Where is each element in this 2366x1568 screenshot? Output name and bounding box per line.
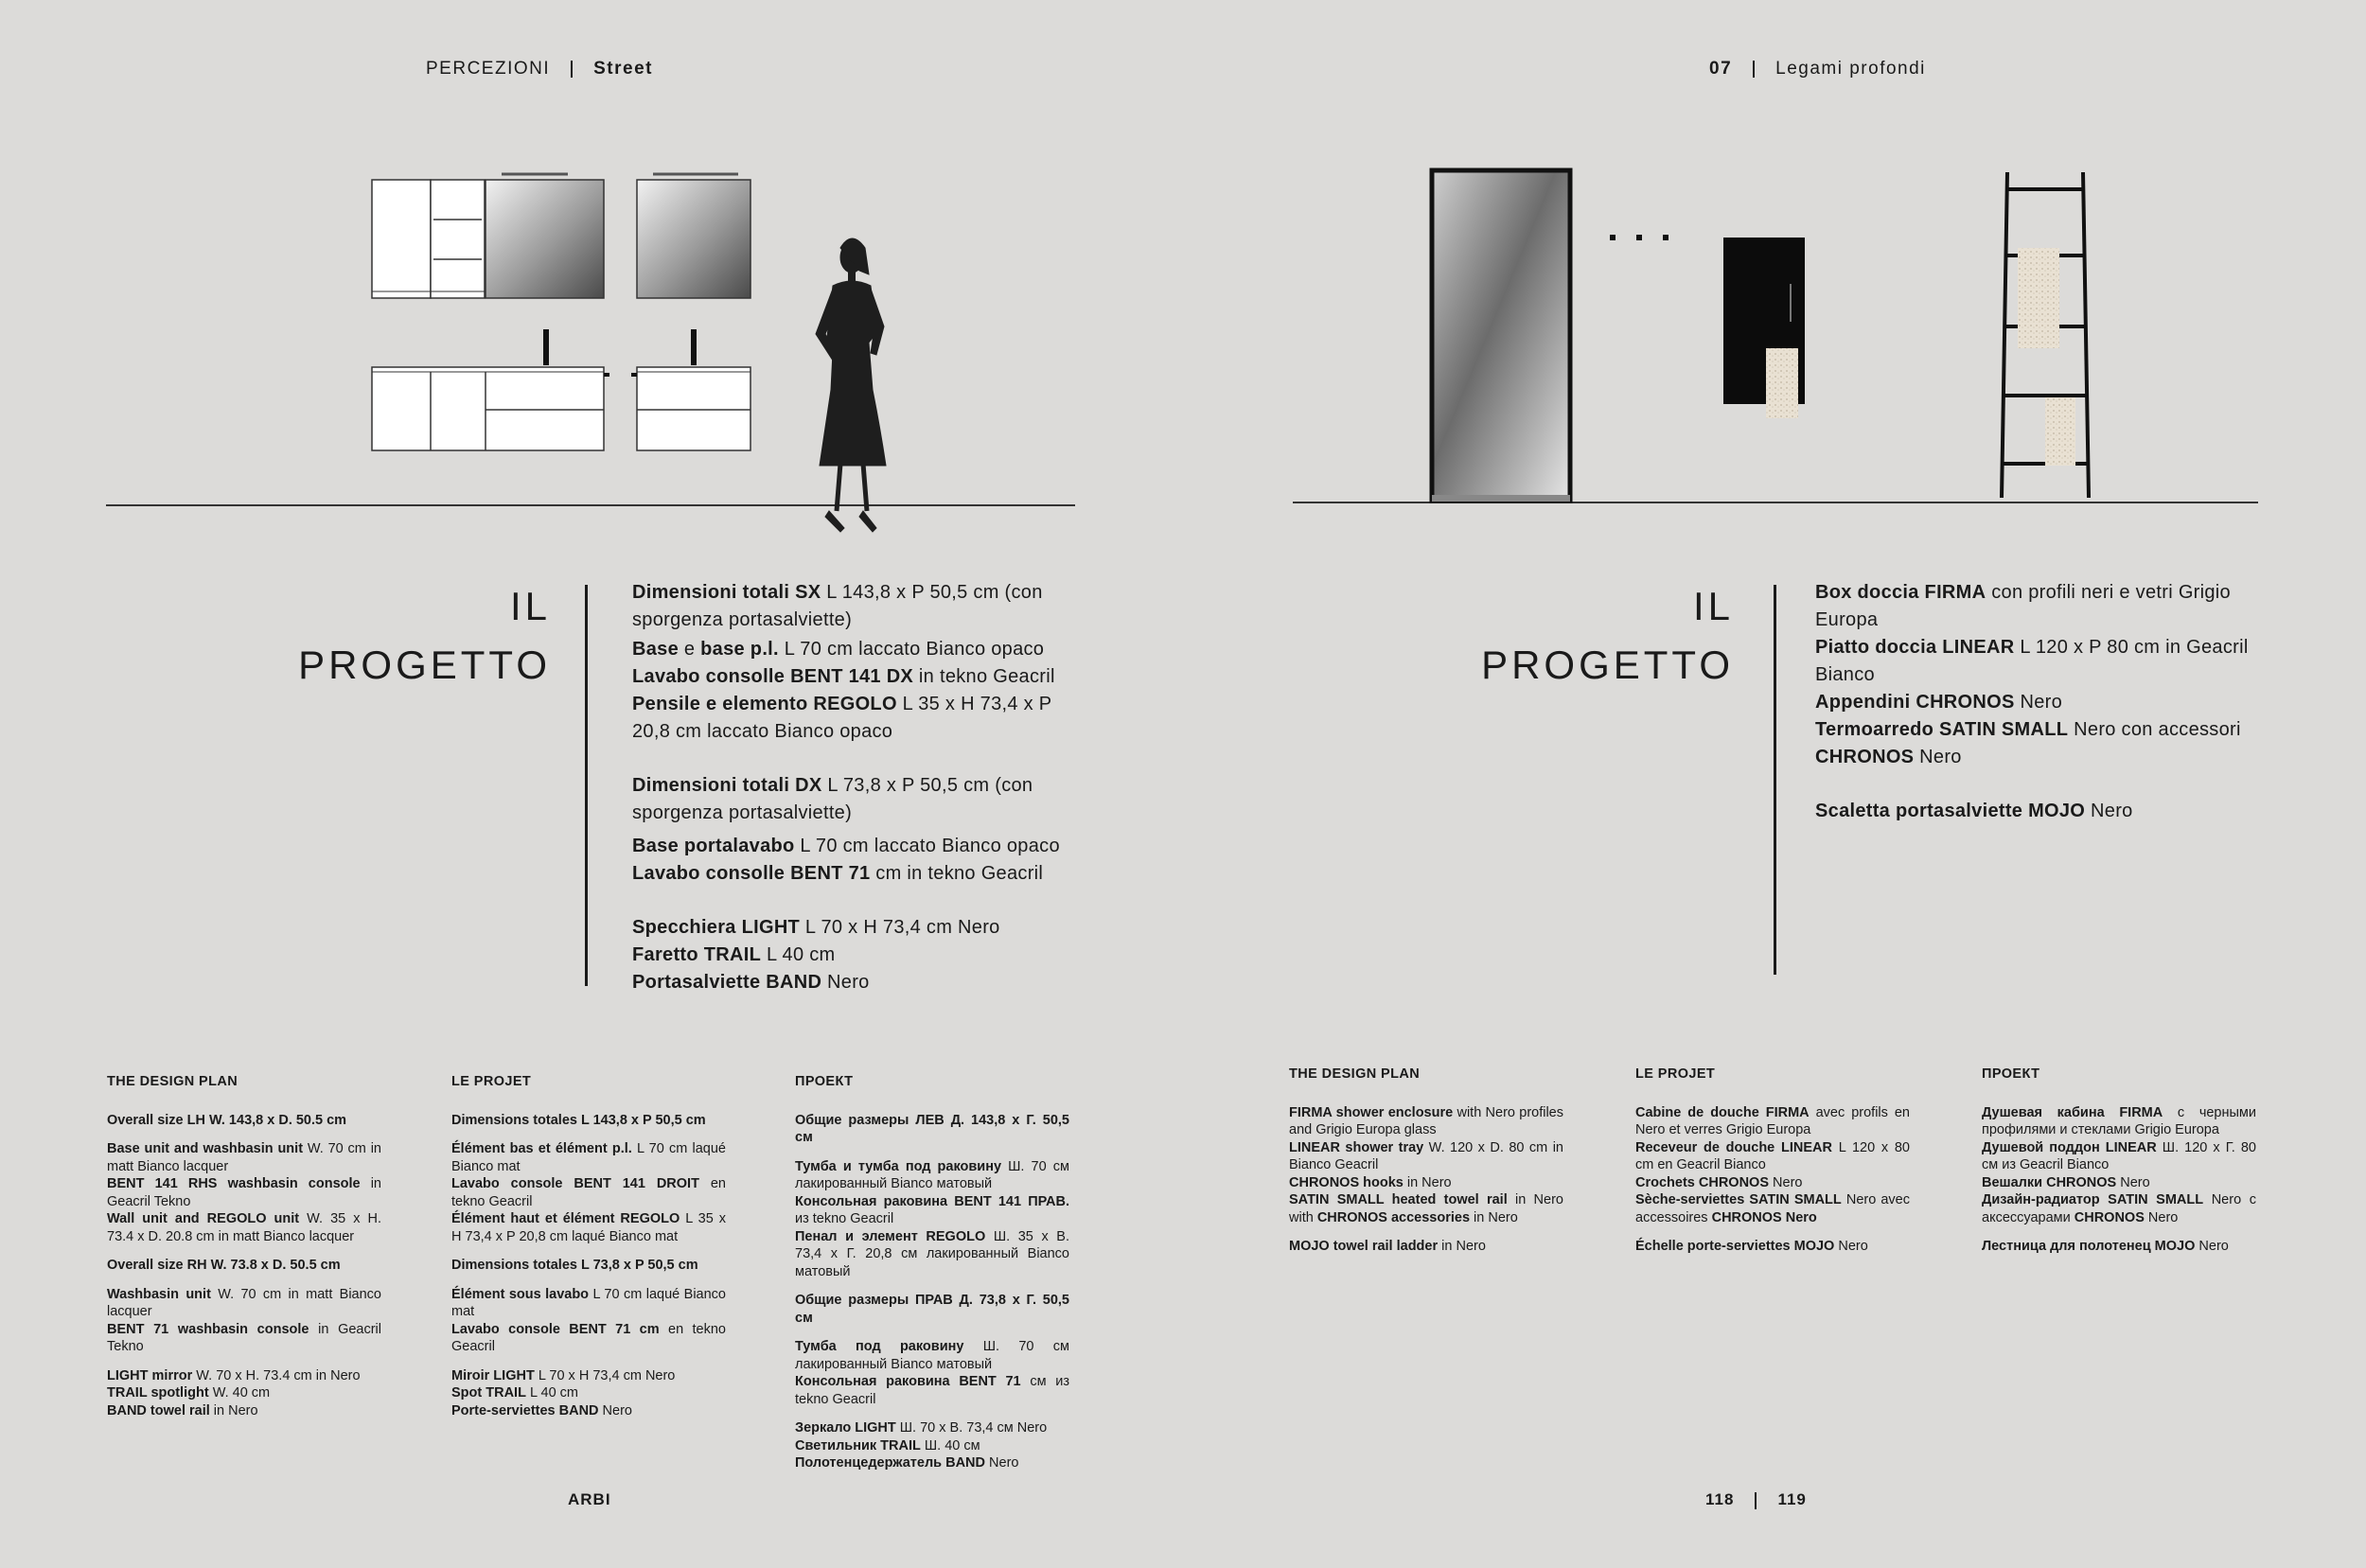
col-heading: ПРОЕКТ — [795, 1074, 854, 1089]
spec-line: Base e base p.l. L 70 cm laccato Bianco opaco — [632, 639, 1045, 660]
chapter-title: Legami profondi — [1775, 59, 1926, 79]
page-numbers — [1705, 1490, 1807, 1509]
page-number-left: 118 — [1705, 1490, 1735, 1508]
folio-divider — [1755, 1492, 1757, 1509]
right-spec — [1815, 579, 2269, 825]
spec-line: Dimensioni totali DX L 73,8 x P 50,5 cm (con sporgenza portasalviette) — [632, 775, 1033, 823]
chapter-number: 07 — [1709, 59, 1733, 79]
left-divider — [585, 585, 588, 986]
brand-folio: ARBI — [568, 1490, 611, 1508]
title-line-2: PROGETTO — [1481, 643, 1734, 687]
spec-line: Faretto TRAIL L 40 cm — [632, 944, 836, 965]
spec-line: Lavabo consolle BENT 141 DX in tekno Geacril — [632, 666, 1055, 687]
col-heading: ПРОЕКТ — [1982, 1066, 2040, 1082]
page-number-right: 119 — [1777, 1490, 1807, 1508]
col-heading: THE DESIGN PLAN — [107, 1074, 238, 1089]
title-line-1: IL — [509, 584, 551, 628]
title-line-2: PROGETTO — [298, 643, 551, 687]
right-col-fr: LE PROJET Cabine de douche FIRMA avec profils en Nero et verres Grigio Europa Receveur de douche LINEAR L 120 x 80 cm en Geacril Bianco Crochets CHRONOS Nero Sèche-serviettes SATIN SMALL Nero avec accessoires CHRONOS Nero Échelle porte-serviettes MOJO Nero — [1635, 1066, 1910, 1254]
left-spec — [632, 579, 1077, 996]
spec-line: Portasalviette BAND Nero — [632, 972, 870, 993]
left-col-fr: LE PROJET Dimensions totales L 143,8 x P 50,5 cm Élément bas et élément p.l. L 70 cm laqué Bianco mat Lavabo console BENT 141 DROIT en tekno Geacril Élément haut et élément REGOLO L 35 x H 73,4 x P 20,8 cm laqué Bianco mat Dimensions totales L 73,8 x P 50,5 cm Élément sous lavabo L 70 cm laqué Bianco mat Lavabo console BENT 71 cm en tekno Geacril Miroir LIGHT L 70 x H 73,4 cm Nero Spot TRAIL L 40 cm Porte-serviettes BAND Nero — [451, 1074, 726, 1418]
left-elevation-drawing — [0, 0, 1183, 568]
col-heading: THE DESIGN PLAN — [1289, 1066, 1421, 1082]
left-col-ru: ПРОЕКТ Общие размеры ЛЕВ Д. 143,8 х Г. 50,5 см Тумба и тумба под раковину Ш. 70 см лакированный Bianco матовый Консольная раковина BENT 141 ПРАВ. из tekno Geacril Пенал и элемент REGOLO Ш. 35 х В. 73,4 х Г. 20,8 см лакированный Bianco матовый Общие размеры ПРАВ Д. 73,8 х Г. 50,5 см Тумба под раковину Ш. 70 см лакированный Bianco матовый Консольная раковина BENT 71 см из tekno Geacril Зеркало LIGHT Ш. 70 х В. 73,4 см Nero Светильник TRAIL Ш. 40 см Полотенцедержатель BAND Nero — [795, 1074, 1069, 1471]
section-label: PERCEZIONI — [426, 59, 551, 79]
spec-line: Box doccia FIRMA con profili neri e vetri Grigio Europa — [1815, 582, 2231, 630]
spec-line: Lavabo consolle BENT 71 cm in tekno Geacril — [632, 863, 1044, 884]
right-divider — [1774, 585, 1776, 975]
left-col-en: THE DESIGN PLAN Overall size LH W. 143,8 x D. 50.5 cm Base unit and washbasin unit W. 70 cm in matt Bianco lacquer BENT 141 RHS washbasin console in Geacril Tekno Wall unit and REGOLO unit W. 35 x H. 73.4 x D. 20.8 cm in matt Bianco lacquer Overall size RH W. 73.8 x D. 50.5 cm Washbasin unit W. 70 cm in matt Bianco lacquer BENT 71 washbasin console in Geacril Tekno LIGHT mirror W. 70 x H. 73.4 cm in Nero TRAIL spotlight W. 40 cm BAND towel rail in Nero — [107, 1074, 381, 1418]
spec-line: Termoarredo SATIN SMALL Nero con accessori CHRONOS Nero — [1815, 719, 2241, 767]
title-line-1: IL — [1692, 584, 1734, 628]
human-figure-icon — [816, 238, 886, 532]
col-heading: LE PROJET — [451, 1074, 532, 1089]
col-heading: LE PROJET — [1635, 1066, 1716, 1082]
spec-line: Dimensioni totali SX L 143,8 x P 50,5 cm (con sporgenza portasalviette) — [632, 582, 1043, 630]
spec-line: Piatto doccia LINEAR L 120 x P 80 cm in Geacril Bianco — [1815, 637, 2249, 685]
spec-line: Appendini CHRONOS Nero — [1815, 692, 2063, 713]
spec-line: Specchiera LIGHT L 70 x H 73,4 cm Nero — [632, 917, 1000, 938]
spec-line: Pensile e elemento REGOLO L 35 x H 73,4 x P 20,8 cm laccato Bianco opaco — [632, 694, 1052, 742]
right-elevation-drawing — [1183, 0, 2366, 568]
spec-line: Scaletta portasalviette MOJO Nero — [1815, 801, 2133, 821]
spec-line: Base portalavabo L 70 cm laccato Bianco opaco — [632, 836, 1060, 856]
left-title — [265, 577, 551, 695]
right-title — [1448, 577, 1734, 695]
right-col-ru: ПРОЕКТ Душевая кабина FIRMA с черными профилями и стеклами Grigio Europa Душевой поддон LINEAR Ш. 120 х Г. 80 см из Geacril Bianco Вешалки CHRONOS Nero Дизайн-радиатор SATIN SMALL Nero с аксессуарами CHRONOS Nero Лестница для полотенец MOJO Nero — [1982, 1066, 2256, 1254]
collection-label: Street — [593, 59, 653, 79]
right-col-en: THE DESIGN PLAN FIRMA shower enclosure with Nero profiles and Grigio Europa glass LINEAR shower tray W. 120 x D. 80 cm in Bianco Geacril CHRONOS hooks in Nero SATIN SMALL heated towel rail in Nero with CHRONOS accessories in Nero MOJO towel rail ladder in Nero — [1289, 1066, 1563, 1254]
